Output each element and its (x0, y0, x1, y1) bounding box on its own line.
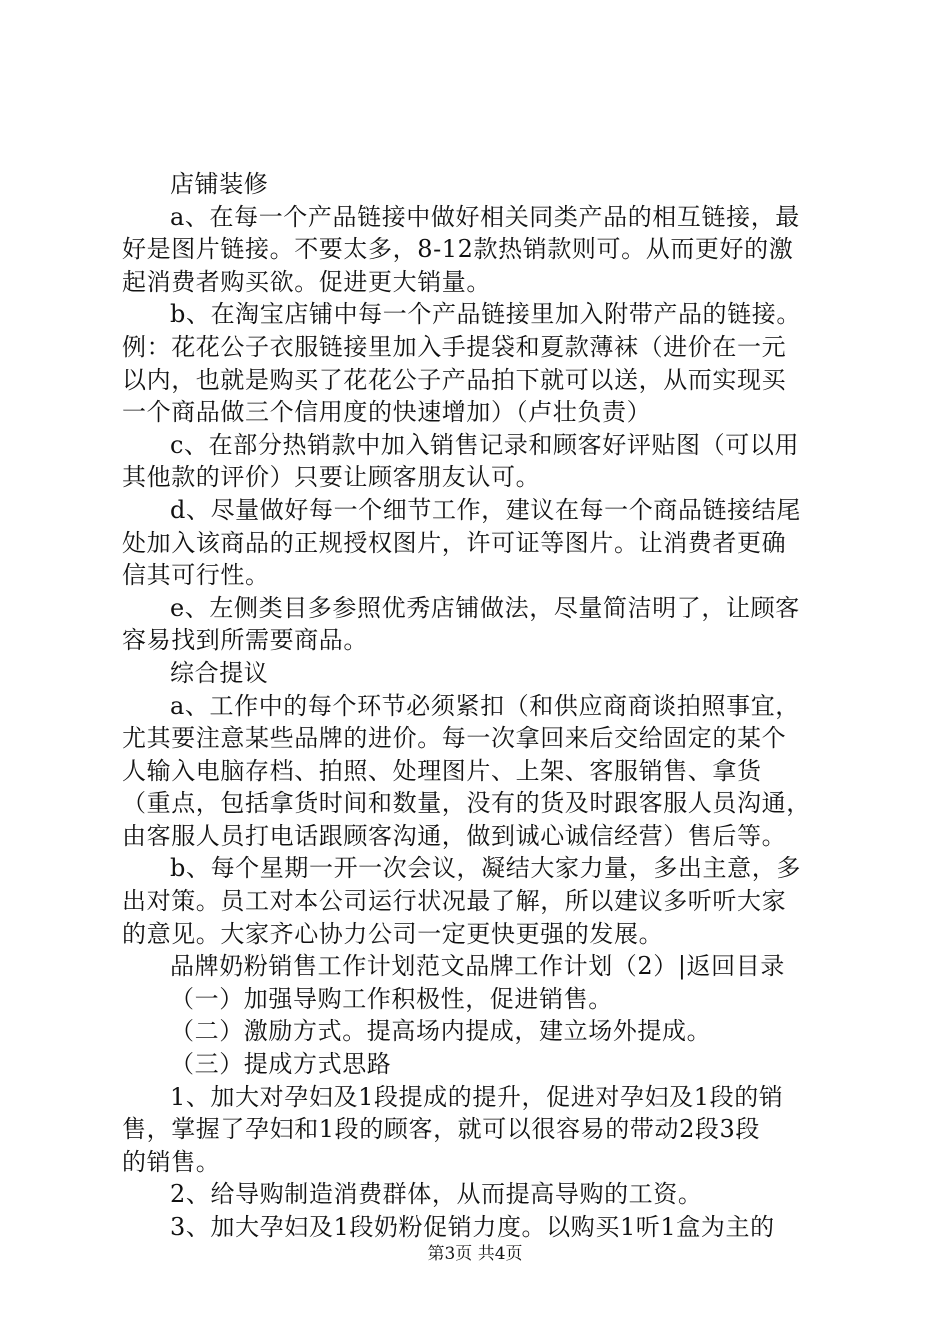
text-line: 1、加大对孕妇及1段提成的提升，促进对孕妇及1段的销 (170, 1082, 784, 1111)
text-line: 售，掌握了孕妇和1段的顾客，就可以很容易的带动2段3段 (122, 1115, 761, 1144)
text-line: 人输入电脑存档、拍照、处理图片、上架、客服销售、拿货 (122, 756, 762, 785)
text-line: 店铺装修 (170, 170, 269, 198)
text-line: 2、给导购制造消费群体，从而提高导购的工资。 (170, 1180, 703, 1209)
text-line: d、尽量做好每一个细节工作，建议在每一个商品链接结尾 (170, 495, 801, 524)
text-line: 好是图片链接。不要太多，8-12款热销款则可。从而更好的激 (122, 235, 794, 264)
text-line: 3、加大孕妇及1段奶粉促销力度。以购买1听1盒为主的 (170, 1213, 775, 1241)
text-line: 出对策。员工对本公司运行状况最了解，所以建议多听听大家 (122, 887, 787, 916)
text-line: 综合提议 (170, 658, 269, 687)
text-line: 处加入该商品的正规授权图片，许可证等图片。让消费者更确 (122, 528, 787, 557)
text-line: e、左侧类目多参照优秀店铺做法，尽量简洁明了，让顾客 (170, 593, 800, 622)
text-line: c、在部分热销款中加入销售记录和顾客好评贴图（可以用 (170, 430, 800, 459)
text-line: 一个商品做三个信用度的快速增加）（卢壮负责） (122, 398, 652, 427)
text-line: （二）激励方式。提高场内提成，建立场外提成。 (170, 1017, 712, 1046)
text-line: （重点，包括拿货时间和数量，没有的货及时跟客服人员沟通， (122, 789, 811, 818)
text-line: 其他款的评价）只要让顾客朋友认可。 (122, 463, 541, 492)
page-footer: 第3页 共4页 (427, 1244, 523, 1264)
text-line: 品牌奶粉销售工作计划范文品牌工作计划（2）|返回目录 (170, 952, 785, 981)
text-line: b、在淘宝店铺中每一个产品链接里加入附带产品的链接。 (170, 300, 801, 329)
text-line: 例：花花公子衣服链接里加入手提袋和夏款薄袜（进价在一元 (122, 332, 787, 361)
text-line: b、每个星期一开一次会议，凝结大家力量，多出主意，多 (170, 854, 801, 883)
text-line: （三）提成方式思路 (170, 1050, 392, 1079)
text-line: 信其可行性。 (122, 561, 270, 590)
text-line: 以内，也就是购买了花花公子产品拍下就可以送，从而实现买 (122, 365, 787, 394)
document-body (122, 168, 832, 1244)
text-line: 的意见。大家齐心协力公司一定更快更强的发展。 (122, 919, 664, 948)
text-line: 的销售。 (122, 1147, 221, 1176)
text-line: 起消费者购买欲。促进更大销量。 (122, 267, 491, 296)
text-line: 容易找到所需要商品。 (122, 626, 368, 655)
text-line: （一）加强导购工作积极性，促进销售。 (170, 984, 613, 1013)
text-line: 由客服人员打电话跟顾客沟通，做到诚心诚信经营）售后等。 (122, 821, 787, 850)
text-line: 尤其要注意某些品牌的进价。每一次拿回来后交给固定的某个 (122, 724, 787, 753)
text-line: a、工作中的每个环节必须紧扣（和供应商商谈拍照事宜， (170, 691, 800, 720)
text-line: a、在每一个产品链接中做好相关同类产品的相互链接，最 (170, 202, 800, 231)
